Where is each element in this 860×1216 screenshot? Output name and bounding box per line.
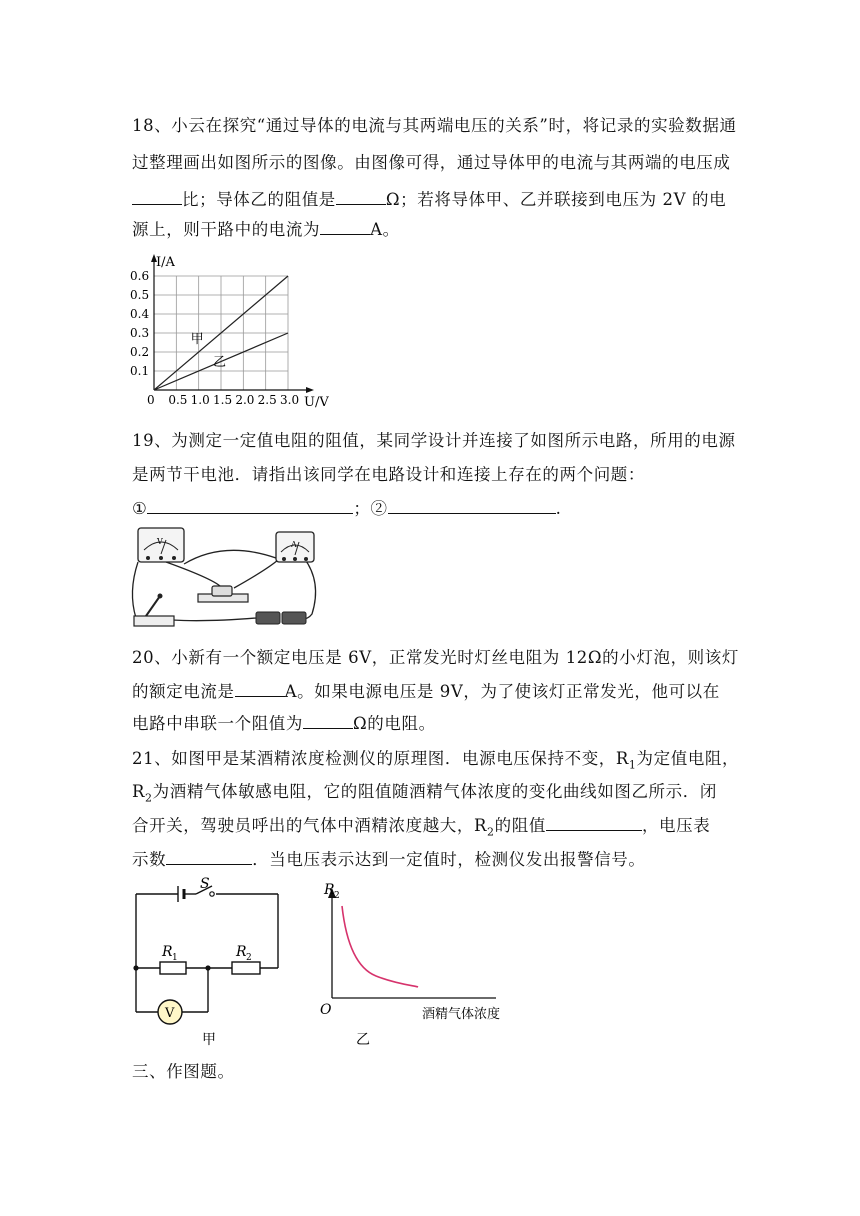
q21-line-1: 21、如图甲是某酒精浓度检测仪的原理图．电源电压保持不变，$R_1$为定值电阻，	[132, 749, 740, 772]
series-label-1: 甲	[190, 332, 204, 347]
answer-blank[interactable]	[235, 682, 285, 697]
q18-iu-chart	[124, 254, 329, 414]
answer-blank[interactable]	[388, 499, 556, 514]
resistor-r1	[160, 962, 186, 974]
q21-line-2: $R_2$为酒精气体敏感电阻，它的阻值随酒精气体浓度的变化曲线如图乙所示．闭	[132, 782, 717, 805]
svg-text:2: 2	[334, 891, 340, 901]
svg-text:S: S	[200, 876, 210, 892]
q21-circuit-jia	[124, 872, 294, 1048]
y-tick-label: 0.4	[130, 307, 150, 321]
y-tick-label: 0.5	[130, 288, 150, 302]
q21-line-3: 合开关，驾驶员呼出的气体中酒精浓度越大，$R_2$的阻值 ，电压表	[132, 816, 711, 839]
svg-text:酒精气体浓度: 酒精气体浓度	[422, 1006, 501, 1021]
q18-line-2: 过整理画出如图所示的图像。由图像可得，通过导体甲的电流与其两端的电压成	[132, 153, 731, 172]
y-tick-label: 0.2	[130, 345, 150, 359]
q20-line-1: 20、小新有一个额定电压是 6V，正常发光时灯丝电阻为 12Ω的小灯泡，则该灯	[132, 648, 739, 667]
answer-blank[interactable]	[166, 850, 252, 865]
q19-circuit-figure	[126, 522, 326, 632]
switch-icon	[134, 594, 174, 627]
x-tick-label: 2.0	[235, 393, 255, 407]
section-3-heading: 三、作图题。	[132, 1062, 235, 1081]
answer-blank[interactable]	[147, 499, 353, 514]
svg-text:V: V	[157, 537, 163, 546]
chart-axes	[151, 254, 329, 410]
svg-text:1: 1	[172, 953, 178, 963]
battery-icon	[256, 612, 306, 624]
answer-blank[interactable]	[303, 714, 353, 729]
x-axis-label: U/V	[304, 395, 329, 410]
x-tick-label: 2.5	[257, 393, 277, 407]
answer-blank[interactable]	[546, 816, 642, 831]
resistor-r2	[232, 962, 260, 974]
svg-text:R: R	[324, 882, 335, 898]
caption-jia: 甲	[202, 1032, 216, 1048]
svg-text:V: V	[165, 1006, 175, 1021]
q18-line-4: 源上，则干路中的电流为 A。	[132, 220, 400, 239]
answer-blank[interactable]	[320, 220, 370, 235]
svg-text:2: 2	[246, 953, 252, 963]
caption-yi: 乙	[356, 1032, 370, 1048]
voltmeter-icon	[138, 528, 184, 562]
svg-text:R: R	[162, 944, 173, 960]
r2-curve	[342, 906, 418, 987]
x-tick-label: 0	[147, 393, 155, 407]
svg-text:R: R	[236, 944, 247, 960]
answer-blank[interactable]	[336, 190, 386, 205]
q20-line-2: 的额定电流是 A。如果电源电压是 9V，为了使该灯正常发光，他可以在	[132, 682, 720, 701]
svg-text:O: O	[320, 1002, 332, 1018]
x-tick-label: 3.0	[280, 393, 300, 407]
y-tick-label: 0.3	[130, 326, 150, 340]
q19-line-1: 19、为测定一定值电阻的阻值，某同学设计并连接了如图所示电路，所用的电源	[132, 431, 736, 450]
q21-r2-curve-yi	[316, 872, 526, 1048]
q19-line-2: 是两节干电池．请指出该同学在电路设计和连接上存在的两个问题：	[132, 465, 645, 484]
x-tick-label: 0.5	[168, 393, 188, 407]
ammeter-icon	[276, 532, 314, 562]
y-axis-label: I/A	[156, 255, 175, 270]
series-label-2: 乙	[213, 354, 227, 370]
answer-blank[interactable]	[132, 190, 182, 205]
q18-line-3: 比；导体乙的阻值是 Ω；若将导体甲、乙并联接到电压为 2V 的电	[132, 186, 726, 210]
y-tick-label: 0.6	[130, 269, 150, 283]
resistor-icon	[198, 586, 248, 602]
x-axis-arrow	[306, 387, 314, 393]
q18-line-1: 18、小云在探究“通过导体的电流与其两端电压的关系”时，将记录的实验数据通	[132, 116, 737, 135]
svg-text:A: A	[291, 540, 297, 549]
y-tick-label: 0.1	[130, 364, 150, 378]
x-tick-label: 1.5	[213, 393, 233, 407]
q21-line-4: 示数 ．当电压表示达到一定值时，检测仪发出报警信号。	[132, 850, 646, 869]
x-tick-label: 1.0	[190, 393, 210, 407]
q20-line-3: 电路中串联一个阻值为 Ω的电阻。	[132, 714, 436, 733]
q19-line-3: ① ；② .	[132, 499, 562, 518]
